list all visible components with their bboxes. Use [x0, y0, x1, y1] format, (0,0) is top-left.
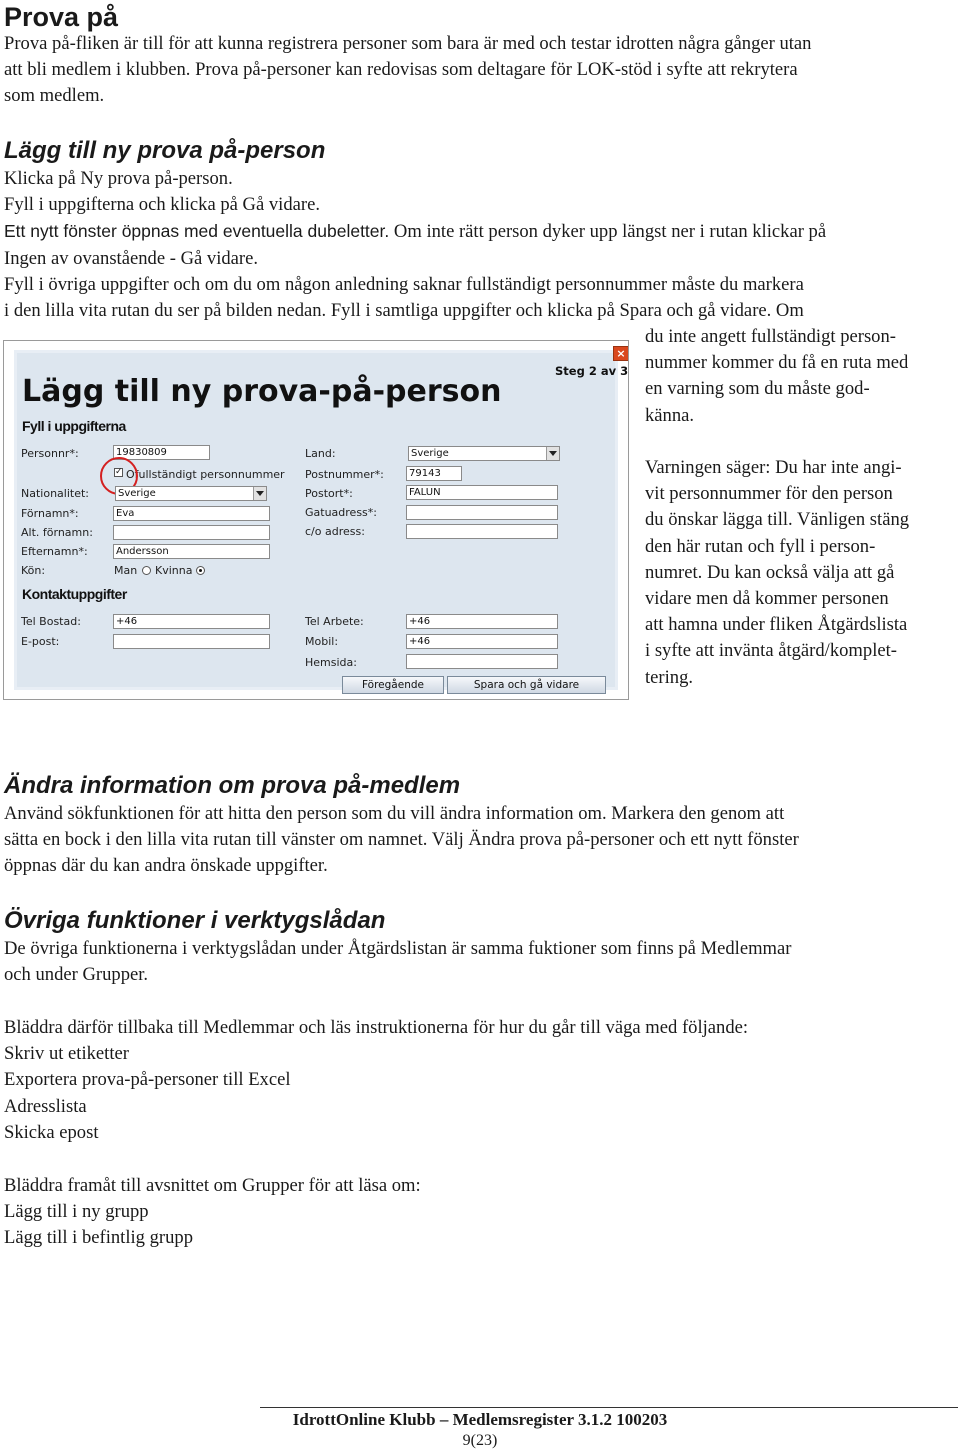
text-line: att bli medlem i klubben. Prova på-personer kan redovisas som deltagare för LOK-stöd i syfte att rekrytera: [4, 59, 798, 81]
lastname-field[interactable]: Andersson: [113, 544, 270, 559]
text-line: Bläddra därför tillbaka till Medlemmar och läs instruktionerna för hur du går till väga med följande:: [4, 1017, 749, 1038]
chevron-down-icon: [256, 491, 264, 496]
text-line: du inte angett fullständigt person-: [645, 326, 896, 347]
text-line: och under Grupper.: [4, 964, 149, 986]
text-line: sätta en bock i den lilla vita rutan till vänster om namnet. Välj Ändra prova på-personer och ett nytt fönster: [4, 829, 799, 851]
list-item: Exportera prova-på-personer till Excel: [4, 1069, 291, 1091]
nationality-select[interactable]: [115, 486, 267, 501]
text-line: Använd sökfunktionen för att hitta den person som du vill ändra information om. Markera den genom att: [4, 803, 785, 824]
page-title: Prova på: [4, 2, 119, 32]
text-line: Ingen av ovanstående - Gå vidare.: [4, 247, 259, 269]
close-icon[interactable]: ×: [613, 346, 629, 361]
firstname-label: Förnamn*:: [21, 507, 79, 520]
intro-paragraph: [4, 31, 811, 110]
text-line: De övriga funktionerna i verktygslådan under Åtgärdslistan är samma fuktioner som finns på Medlemmar: [4, 938, 792, 959]
personnr-field[interactable]: 19830809: [113, 445, 210, 460]
text-span: Om inte rätt person dyker upp längst ner i rutan klickar på: [393, 221, 827, 243]
street-field[interactable]: [406, 505, 558, 520]
list-item: Adresslista: [4, 1095, 87, 1117]
zip-field[interactable]: 79143: [406, 466, 462, 481]
zip-label: Postnummer*:: [305, 468, 384, 481]
dialog-title: Lägg till ny prova-på-person: [22, 374, 502, 409]
text-line: i den lilla vita rutan du ser på bilden nedan. Fyll i samtliga uppgifter och klicka på Spara och gå vidare. Om: [4, 300, 804, 322]
footer-title: IdrottOnline Klubb – Medlemsregister 3.1.2 100203: [292, 1410, 668, 1429]
city-field[interactable]: FALUN: [406, 485, 558, 500]
section-heading-change-info: Ändra information om prova på-medlem: [4, 772, 461, 799]
text-line: känna.: [645, 404, 695, 426]
gender-man-label: Man: [114, 564, 138, 577]
text-line: Klicka på Ny prova på-person.: [4, 168, 233, 189]
text-line: vidare men då kommer personen: [645, 588, 889, 610]
dialog-screenshot: [3, 340, 629, 700]
homepage-field[interactable]: [406, 654, 558, 669]
browse-forward-list: [4, 1173, 421, 1252]
text-line: [4, 218, 826, 245]
text-line: att hamna under fliken Åtgärdslista: [645, 614, 908, 636]
street-label: Gatuadress*:: [305, 506, 377, 519]
incomplete-personnr-checkbox[interactable]: ✓: [115, 467, 123, 477]
list-item: Skriv ut etiketter: [4, 1043, 129, 1065]
text-line: vit personnummer för den person: [645, 483, 893, 505]
co-label: c/o adress:: [305, 525, 365, 538]
text-span: Ett nytt fönster öppnas med eventuella dubeletter.: [4, 221, 390, 242]
altname-label: Alt. förnamn:: [21, 526, 93, 539]
homepage-label: Hemsida:: [305, 656, 357, 669]
text-line: numret. Du kan också välja att gå: [645, 561, 895, 583]
save-and-continue-button[interactable]: Spara och gå vidare: [447, 676, 606, 694]
list-item: Lägg till i ny grupp: [4, 1201, 149, 1223]
tel-home-label: Tel Bostad:: [21, 615, 81, 628]
footer-divider: [260, 1407, 958, 1408]
gender-man-radio[interactable]: [142, 566, 151, 575]
text-line: tering.: [645, 666, 694, 688]
text-line: Prova på-fliken är till för att kunna registrera personer som bara är med och testar idrotten några gånger utan: [4, 33, 812, 54]
change-info-paragraph: [4, 801, 799, 880]
step-indicator: Steg 2 av 3: [555, 364, 629, 378]
email-label: E-post:: [21, 635, 60, 648]
tel-work-field[interactable]: +46: [406, 614, 558, 629]
email-field[interactable]: [113, 634, 270, 649]
other-functions-paragraph: [4, 936, 791, 988]
text-line: den här rutan och fyll i person-: [645, 535, 876, 557]
section-contact-heading: Kontaktuppgifter: [22, 586, 127, 602]
gender-label: Kön:: [21, 564, 46, 577]
text-line: en varning som du måste god-: [645, 378, 870, 400]
browse-back-list: [4, 1015, 748, 1146]
personnr-label: Personnr*:: [21, 447, 79, 460]
section-heading-add-person: Lägg till ny prova på-person: [4, 137, 326, 164]
gender-woman-label: Kvinna: [155, 564, 193, 577]
mobile-field[interactable]: +46: [406, 634, 558, 649]
list-item: Lägg till i befintlig grupp: [4, 1227, 194, 1249]
text-line: i syfte att invänta åtgärd/komplet-: [645, 640, 897, 662]
side-note-1: [645, 324, 908, 429]
country-value: Sverige: [411, 448, 449, 459]
chevron-down-icon: [549, 451, 557, 456]
text-line: Varningen säger: Du har inte angi-: [645, 457, 902, 478]
text-line: Bläddra framåt till avsnittet om Grupper för att läsa om:: [4, 1175, 421, 1196]
co-field[interactable]: [406, 524, 558, 539]
page-number: 9(23): [462, 1432, 498, 1449]
text-line: öppnas där du kan andra önskade uppgifter.: [4, 855, 328, 877]
list-item: Skicka epost: [4, 1121, 99, 1143]
previous-button[interactable]: Föregående: [342, 676, 444, 694]
add-person-paragraph: [4, 166, 826, 324]
text-line: nummer kommer du få en ruta med: [645, 352, 909, 374]
text-line: Fyll i övriga uppgifter och om du om någon anledning saknar fullständigt personnummer måste du markera: [4, 273, 804, 295]
city-label: Postort*:: [305, 487, 353, 500]
altname-field[interactable]: [113, 525, 270, 540]
side-note-2: [645, 455, 909, 691]
tel-home-field[interactable]: +46: [113, 614, 270, 629]
text-line: du önskar lägga till. Vänligen stäng: [645, 509, 910, 531]
tel-work-label: Tel Arbete:: [305, 615, 364, 628]
lastname-label: Efternamn*:: [21, 545, 88, 558]
gender-woman-radio[interactable]: [196, 566, 205, 575]
section-heading-other-functions: Övriga funktioner i verktygslådan: [4, 907, 386, 934]
section-fill-heading: Fyll i uppgifterna: [22, 418, 126, 434]
country-select[interactable]: [408, 446, 560, 461]
nationality-value: Sverige: [118, 488, 156, 499]
mobile-label: Mobil:: [305, 635, 339, 648]
nationality-label: Nationalitet:: [21, 487, 89, 500]
country-label: Land:: [305, 447, 336, 460]
firstname-field[interactable]: Eva: [113, 506, 270, 521]
text-line: som medlem.: [4, 85, 105, 107]
incomplete-personnr-label: Ofullständigt personnummer: [126, 468, 285, 481]
text-line: Fyll i uppgifterna och klicka på Gå vidare.: [4, 194, 320, 216]
